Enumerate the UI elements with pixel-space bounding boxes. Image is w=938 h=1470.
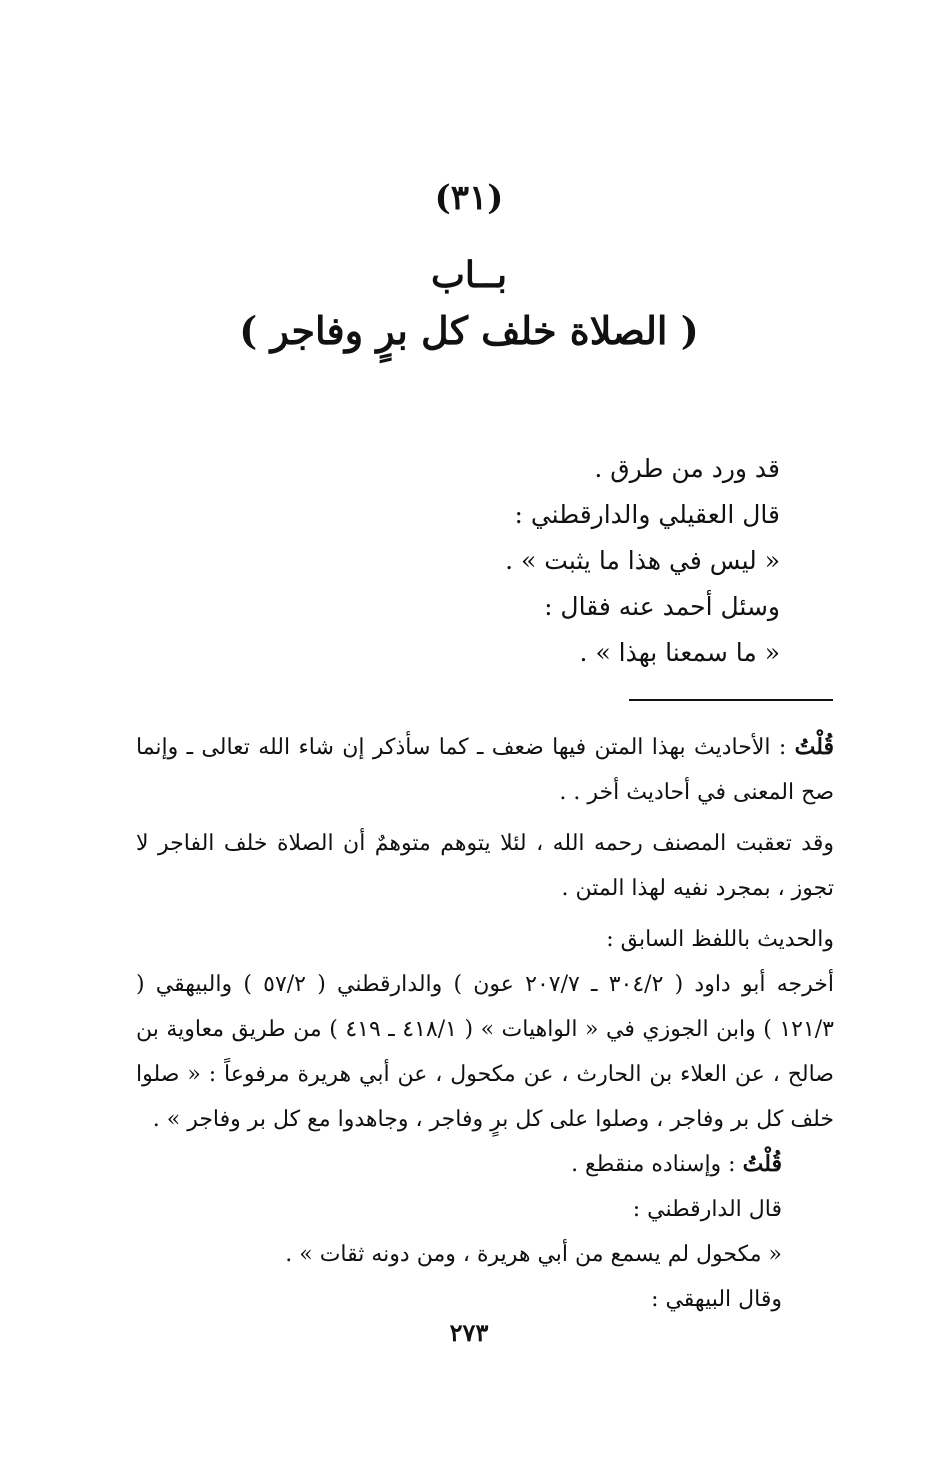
note-paragraph: « مكحول لم يسمع من أبي هريرة ، ومن دونه ثقات » . — [285, 1242, 782, 1267]
note-paragraph — [136, 725, 834, 815]
note-paragraph: قال الدارقطني : — [632, 1197, 782, 1222]
note-label: قُلْتُ — [742, 1151, 782, 1177]
main-line: « ما سمعنا بهذا » . — [579, 638, 780, 667]
note-text: : الأحاديث بهذا المتن فيها ضعف ـ كما سأذكر إن شاء الله تعالى ـ وإنما صح المعنى في أحاديث أخر . . — [136, 735, 834, 805]
main-line: « ليس في هذا ما يثبت » . — [505, 546, 780, 575]
page-number: ٢٧٣ — [449, 1318, 489, 1347]
main-text — [140, 446, 780, 676]
note-label: قُلْتُ — [794, 734, 834, 760]
note-paragraph: وقال البيهقي : — [651, 1287, 782, 1312]
chapter-number: (٣١) — [434, 178, 504, 218]
main-line: وسئل أحمد عنه فقال : — [544, 592, 780, 621]
note-paragraph — [136, 1142, 834, 1187]
chapter-word: بــاب — [431, 254, 507, 296]
footnotes — [136, 725, 834, 1322]
main-line: قال العقيلي والدارقطني : — [514, 500, 780, 529]
note-text: والحديث باللفظ السابق : — [606, 927, 834, 952]
note-paragraph: وقد تعقبت المصنف رحمه الله ، لئلا يتوهم متوهمٌ أن الصلاة خلف الفاجر لا تجوز ، بمجرد نفيه لهذا المتن . — [136, 831, 834, 901]
note-paragraph — [136, 917, 834, 1142]
footnote-divider — [629, 699, 833, 701]
note-text: : وإسناده منقطع . — [571, 1152, 743, 1177]
note-text: أخرجه أبو داود ( ٣٠٤/٢ ـ ٢٠٧/٧ عون ) والدارقطني ( ٥٧/٢ ) والبيهقي ( ١٢١/٣ ) وابن الجوزي في « الواهيات » ( ٤١٨/١ ـ ٤١٩ ) من طريق معاوية بن صالح ، عن العلاء بن الحارث ، عن مكحول ، عن أبي هريرة مرفوعاً : « صلوا خلف كل بر وفاجر ، وصلوا على كل برٍ وفاجر ، وجاهدوا مع كل بر وفاجر » . — [136, 972, 834, 1132]
chapter-title: ( الصلاة خلف كل برٍ وفاجر ) — [239, 308, 699, 353]
main-line: قد ورد من طرق . — [594, 454, 780, 483]
